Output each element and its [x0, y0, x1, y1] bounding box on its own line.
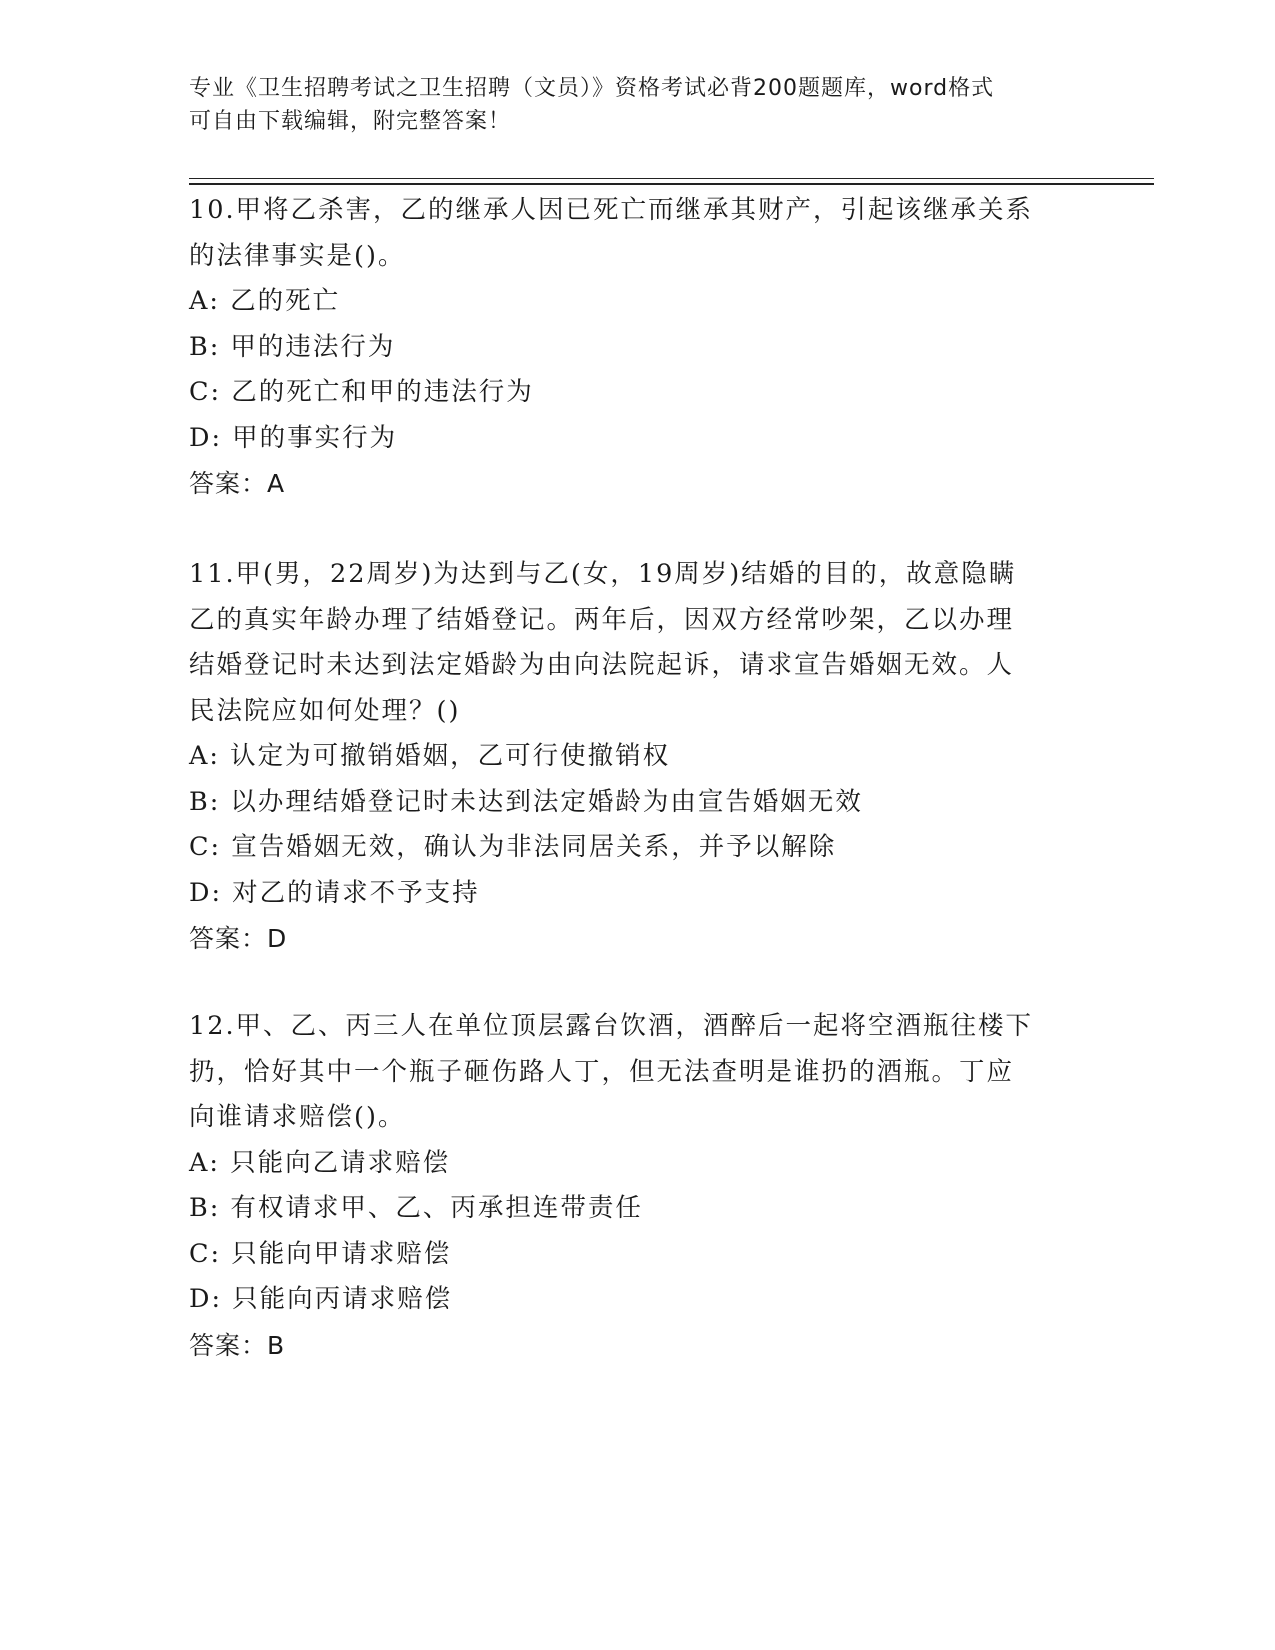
option-b: B: 有权请求甲、乙、丙承担连带责任	[189, 1193, 643, 1223]
option-a: A: 认定为可撤销婚姻，乙可行使撤销权	[189, 741, 671, 771]
question-stem-line: 民法院应如何处理？()	[189, 695, 461, 726]
option-c: C: 只能向甲请求赔偿	[189, 1238, 452, 1269]
question-stem-line: 的法律事实是()。	[189, 240, 406, 271]
question-11	[189, 552, 1089, 962]
option-d: D: 只能向丙请求赔偿	[189, 1284, 453, 1314]
question-stem-line: 乙的真实年龄办理了结婚登记。两年后，因双方经常吵架，乙以办理	[189, 604, 1015, 635]
option-d: D: 甲的事实行为	[189, 422, 398, 453]
option-a: A: 只能向乙请求赔偿	[189, 1147, 451, 1178]
header-title-line-2: 可自由下载编辑，附完整答案！	[189, 109, 512, 134]
question-stem-line: 11.甲(男，22周岁)为达到与乙(女，19周岁)结婚的目的，故意隐瞒	[189, 559, 1017, 589]
header-title-line-1: 专业《卫生招聘考试之卫生招聘（文员）》资格考试必背200题题库，word格式	[189, 76, 995, 101]
answer-line: 答案：B	[189, 1330, 286, 1360]
question-stem-line: 向谁请求赔偿()。	[189, 1102, 406, 1132]
answer-line: 答案：D	[189, 924, 288, 953]
option-c: C: 乙的死亡和甲的违法行为	[189, 377, 534, 407]
option-d: D: 对乙的请求不予支持	[189, 877, 480, 908]
option-b: B: 以办理结婚登记时未达到法定婚龄为由宣告婚姻无效	[189, 786, 863, 817]
option-a: A: 乙的死亡	[189, 286, 341, 316]
option-b: B: 甲的违法行为	[189, 331, 396, 362]
question-stem-line: 扔，恰好其中一个瓶子砸伤路人丁，但无法查明是谁扔的酒瓶。丁应	[189, 1056, 1015, 1087]
question-12	[189, 1004, 1089, 1368]
option-c: C: 宣告婚姻无效，确认为非法同居关系，并予以解除	[189, 832, 837, 862]
header-divider-thin	[189, 178, 1154, 179]
question-10	[189, 188, 1089, 507]
question-stem-line: 10.甲将乙杀害，乙的继承人因已死亡而继承其财产，引起该继承关系	[189, 195, 1034, 225]
question-stem-line: 结婚登记时未达到法定婚龄为由向法院起诉，请求宣告婚姻无效。人	[189, 650, 1015, 680]
document-header	[189, 72, 1089, 138]
answer-line: 答案：A	[189, 469, 286, 498]
header-divider-thick	[189, 183, 1154, 185]
question-stem-line: 12.甲、乙、丙三人在单位顶层露台饮酒，酒醉后一起将空酒瓶往楼下	[189, 1011, 1034, 1041]
